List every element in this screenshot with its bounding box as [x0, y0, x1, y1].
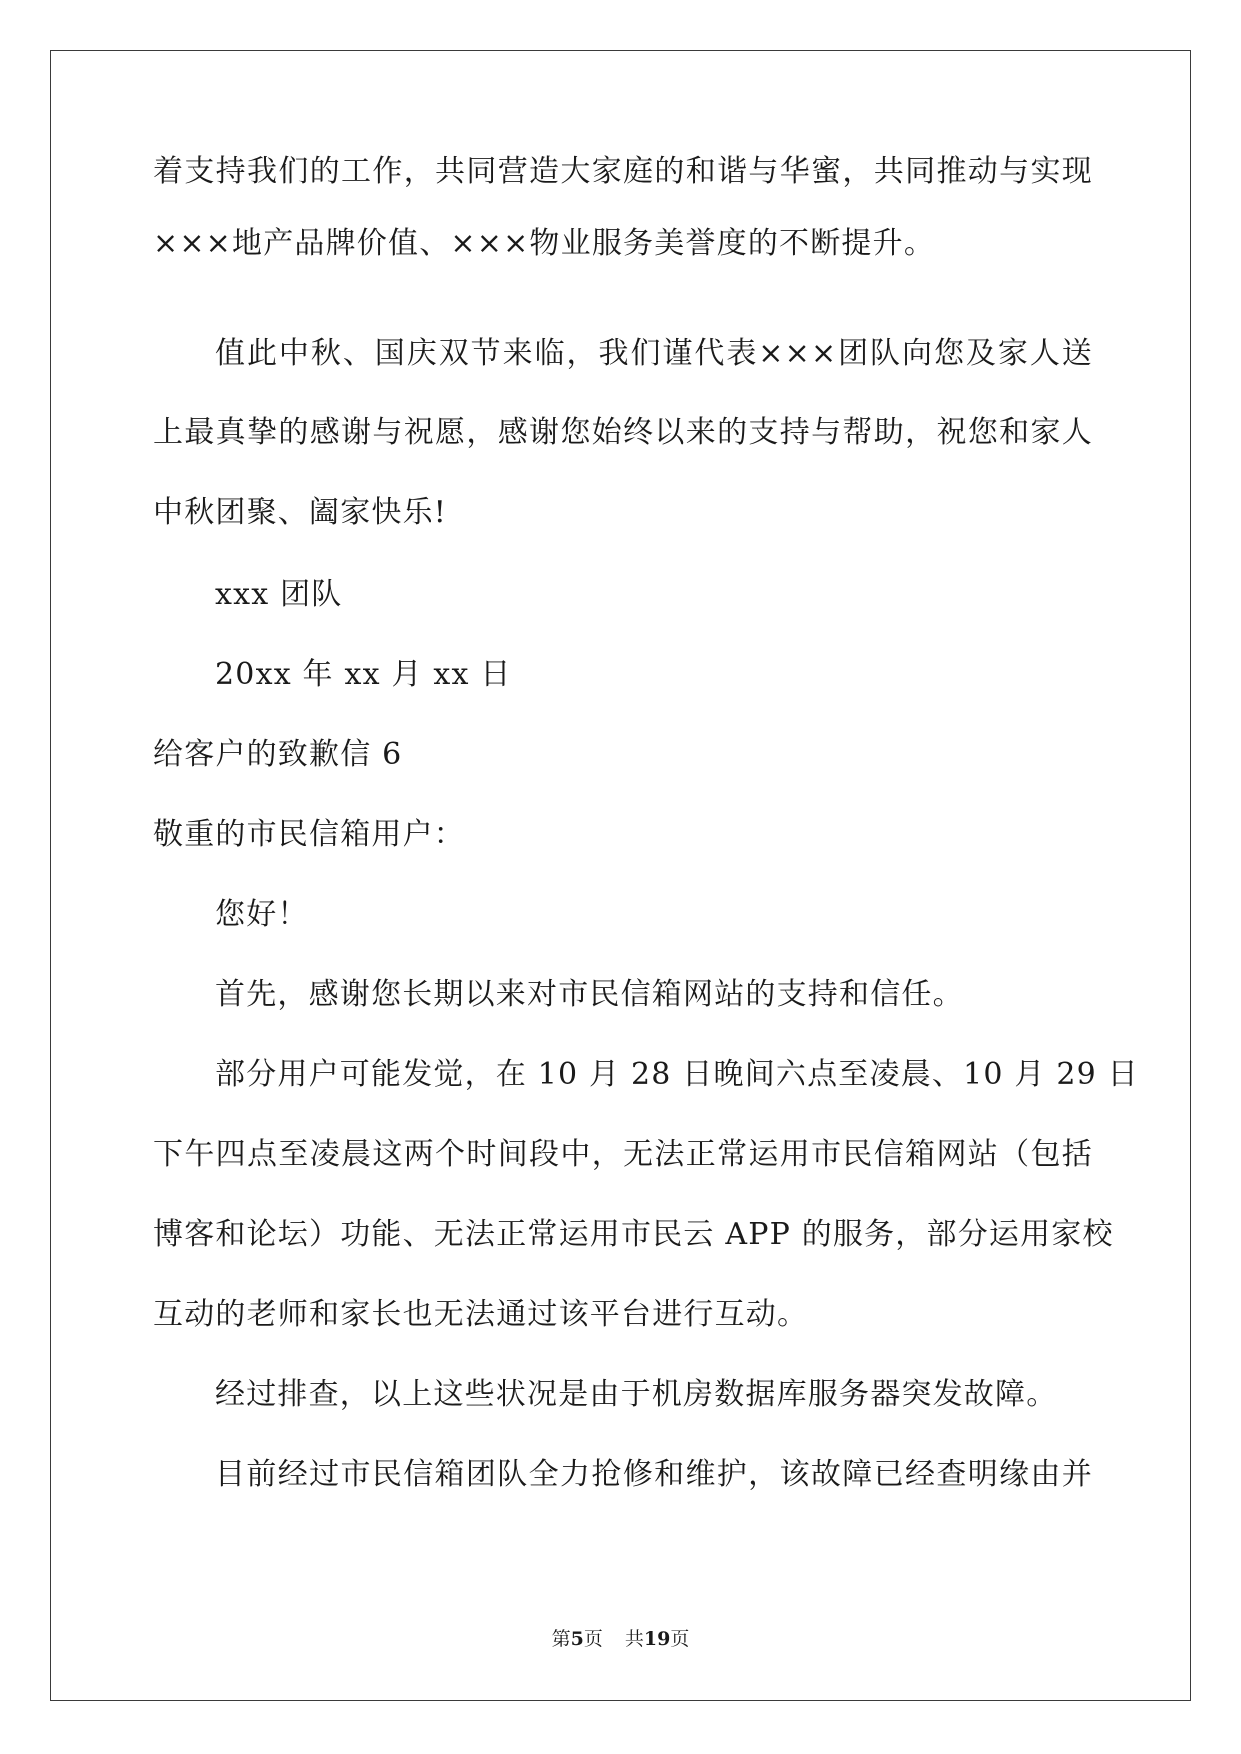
total-suffix: 页 — [670, 1628, 690, 1650]
signature-date: 20xx 年 xx 月 xx 日 — [215, 657, 512, 692]
page-footer — [0, 1627, 1241, 1651]
page-suffix: 页 — [583, 1628, 603, 1650]
section-heading: 给客户的致歉信 6 — [153, 737, 403, 772]
text-line: 上最真挚的感谢与祝愿，感谢您始终以来的支持与帮助，祝您和家人 — [153, 415, 1093, 450]
salutation: 敬重的市民信箱用户： — [153, 817, 465, 852]
text-line: 中秋团聚、阖家快乐! — [153, 495, 448, 530]
text-line: 互动的老师和家长也无法通过该平台进行互动。 — [153, 1297, 809, 1332]
page-border — [50, 50, 1191, 1701]
text-line: 目前经过市民信箱团队全力抢修和维护，该故障已经查明缘由并 — [215, 1457, 1093, 1492]
total-pages: 19 — [643, 1628, 671, 1650]
text-line: 下午四点至凌晨这两个时间段中，无法正常运用市民信箱网站（包括 — [153, 1137, 1093, 1172]
text-line: 经过排查，以上这些状况是由于机房数据库服务器突发故障。 — [215, 1377, 1058, 1412]
text-line: 博客和论坛）功能、无法正常运用市民云 APP 的服务，部分运用家校 — [153, 1217, 1114, 1252]
text-line: 值此中秋、国庆双节来临，我们谨代表×××团队向您及家人送 — [215, 336, 1093, 371]
text-line: 着支持我们的工作，共同营造大家庭的和谐与华蜜，共同推动与实现 — [153, 154, 1093, 189]
signature-team: xxx 团队 — [215, 577, 343, 612]
page-prefix: 第 — [551, 1628, 571, 1650]
greeting: 您好！ — [215, 897, 309, 932]
text-line: ×××地产品牌价值、×××物业服务美誉度的不断提升。 — [153, 226, 936, 261]
total-prefix: 共 — [624, 1628, 644, 1650]
page-number: 5 — [570, 1628, 584, 1650]
text-line: 首先，感谢您长期以来对市民信箱网站的支持和信任。 — [215, 977, 964, 1012]
text-line: 部分用户可能发觉，在 10 月 28 日晚间六点至凌晨、10 月 29 日 — [215, 1057, 1139, 1092]
